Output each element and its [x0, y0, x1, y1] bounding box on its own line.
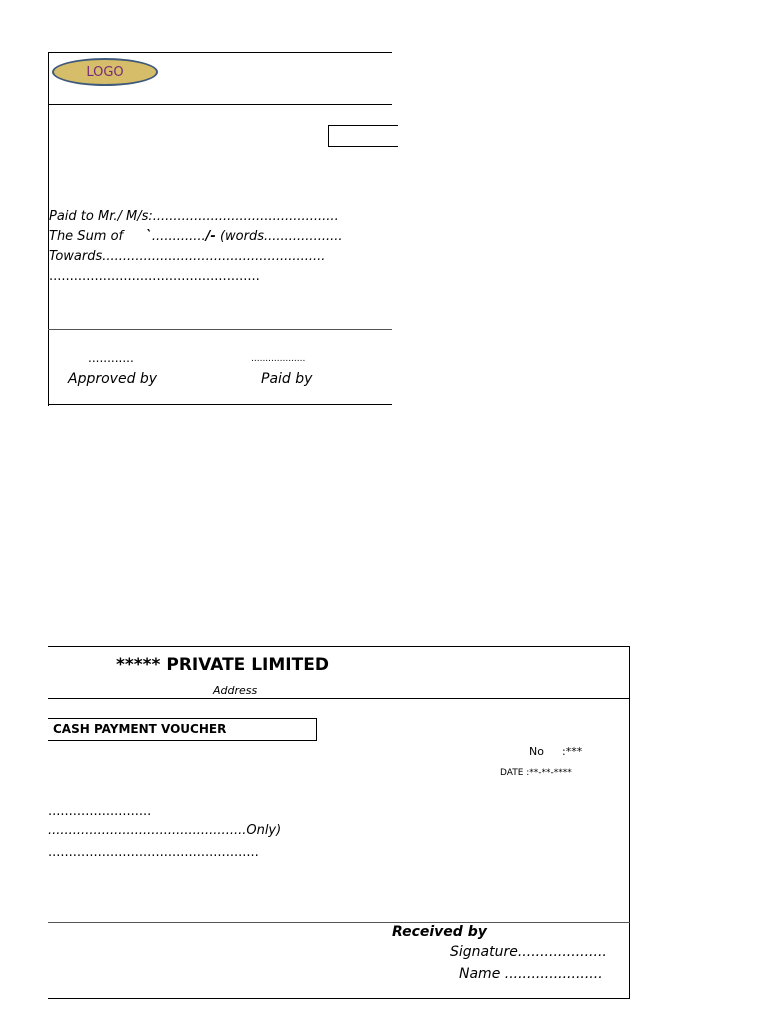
sum-label: The Sum of	[49, 229, 124, 244]
sum-dots: .............	[151, 229, 206, 244]
name-field: Name ......................	[459, 966, 603, 982]
footer-divider	[48, 329, 392, 330]
sum-line	[49, 229, 343, 244]
words-field: (words...................	[219, 229, 343, 244]
voucher-title: CASH PAYMENT VOUCHER	[53, 722, 227, 736]
currency-symbol: `	[145, 229, 152, 244]
company-address: Address	[213, 684, 258, 697]
voucher-number-box	[328, 125, 398, 147]
towards-line: Towards......................................................	[49, 249, 326, 264]
logo: LOGO	[52, 58, 158, 86]
voucher-no-value: :***	[562, 745, 583, 758]
paid-by-label: Paid by	[261, 371, 313, 387]
top-border	[48, 646, 630, 647]
paid-to-continuation: .........................	[48, 804, 152, 819]
company-name: ***** PRIVATE LIMITED	[116, 655, 329, 675]
top-border	[48, 52, 392, 53]
bottom-border	[48, 998, 630, 999]
header-divider	[48, 104, 392, 105]
voucher-no-label: No	[529, 745, 544, 758]
bottom-border	[48, 404, 392, 405]
approved-signature-line: ............	[88, 351, 134, 365]
footer-divider	[48, 922, 630, 923]
signature-field: Signature....................	[450, 944, 607, 960]
approved-by-label: Approved by	[68, 371, 158, 387]
sum-suffix: /-	[205, 229, 216, 244]
words-continuation: ................................................Only)	[48, 823, 282, 838]
voucher-date: DATE :**-**-****	[500, 768, 572, 778]
header-divider	[48, 698, 630, 699]
paid-to-line: Paid to Mr./ M/s:.............................................	[49, 209, 339, 224]
voucher-title-box	[48, 718, 317, 741]
paid-signature-line: ...................	[251, 354, 306, 364]
continuation-dots: ...................................................	[49, 269, 260, 284]
received-by-label: Received by	[392, 924, 487, 940]
towards-continuation: ...................................................	[48, 845, 259, 860]
